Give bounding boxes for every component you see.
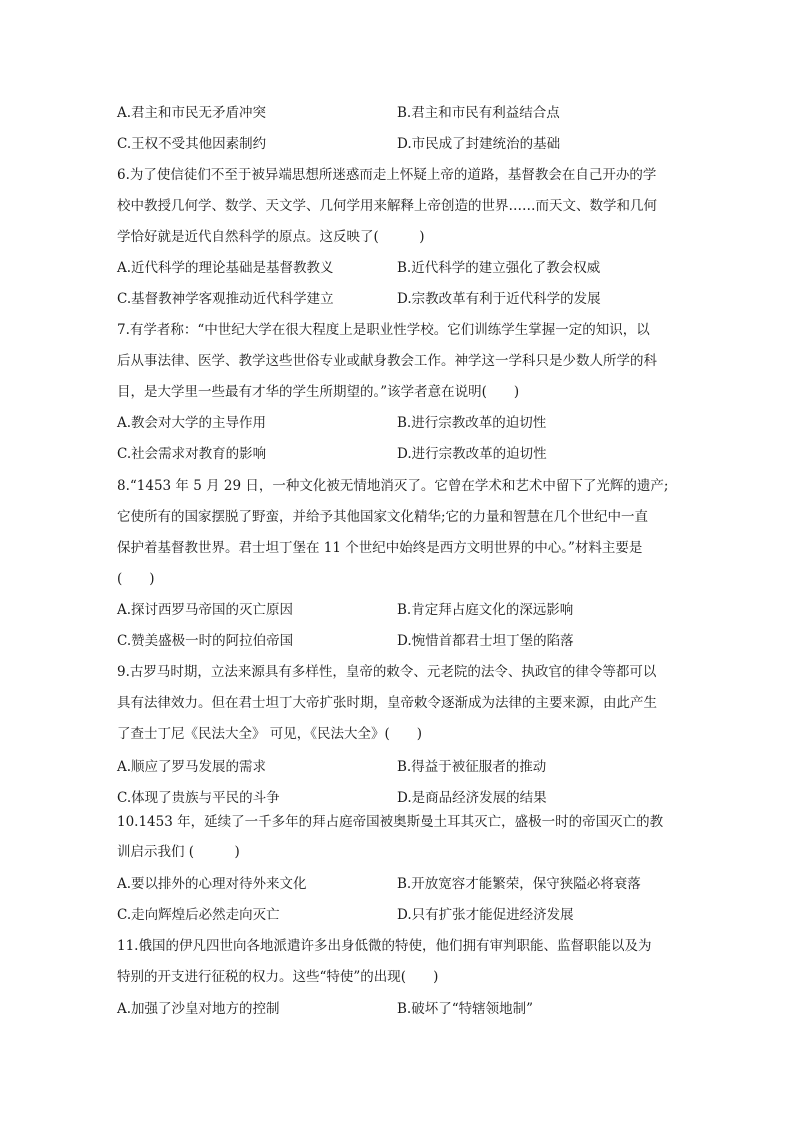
q8-option-a: A.探讨西罗马帝国的灭亡原因 bbox=[117, 602, 294, 618]
q9-stem-line-3: 了查士丁尼《民法大全》 可见，《民法大全》( ) bbox=[117, 726, 423, 742]
q7-option-a: A.教会对大学的主导作用 bbox=[117, 415, 267, 431]
q6-option-d: D.宗教改革有利于近代科学的发展 bbox=[397, 291, 601, 307]
q9-option-d: D.是商品经济发展的结果 bbox=[397, 790, 547, 806]
q6-option-a: A.近代科学的理论基础是基督教教义 bbox=[117, 260, 334, 276]
q9-option-a: A.顺应了罗马发展的需求 bbox=[117, 759, 267, 775]
q10-stem-line-2: 训启示我们 ( ) bbox=[117, 844, 240, 860]
q8-stem-line-4: ( ) bbox=[117, 571, 155, 587]
q6-stem-line-2: 校中教授几何学、数学、天文学、几何学用来解释上帝创造的世界……而天文、数学和几何 bbox=[117, 198, 657, 214]
q11-stem-line-2: 特别的开支进行征税的权力。这些“特使”的出现( ) bbox=[117, 969, 439, 985]
q6-option-b: B.近代科学的建立强化了教会权威 bbox=[397, 260, 601, 276]
q8-option-b: B.肯定拜占庭文化的深远影响 bbox=[397, 602, 574, 618]
q8-stem-line-3: 保护着基督教世界。君士坦丁堡在 11 个世纪中始终是西方文明世界的中心。”材料主要是 bbox=[117, 540, 643, 556]
q10-option-b: B.开放宽容才能繁荣，保守狭隘必将衰落 bbox=[397, 876, 641, 892]
q5-option-a: A.君主和市民无矛盾冲突 bbox=[117, 105, 267, 121]
q8-stem-line-2: 它使所有的国家摆脱了野蛮，并给予其他国家文化精华;它的力量和智慧在几个世纪中一直 bbox=[117, 509, 649, 525]
q6-option-c: C.基督教神学客观推动近代科学建立 bbox=[117, 291, 334, 307]
q7-option-c: C.社会需求对教育的影响 bbox=[117, 446, 267, 462]
q9-stem-line-1: 9.古罗马时期，立法来源具有多样性，皇帝的敕令、元老院的法令、执政官的律令等都可以 bbox=[117, 664, 657, 680]
q11-stem-line-1: 11.俄国的伊凡四世向各地派遣许多出身低微的特使，他们拥有审判职能、监督职能以及为 bbox=[117, 938, 652, 954]
q5-option-d: D.市民成了封建统治的基础 bbox=[397, 136, 561, 152]
q11-option-a: A.加强了沙皇对地方的控制 bbox=[117, 1001, 280, 1017]
q8-stem-line-1: 8.“1453 年 5 月 29 日，一种文化被无情地消灭了。它曾在学术和艺术中留下了光辉的遗产; bbox=[117, 478, 669, 494]
q6-stem-line-3: 学恰好就是近代自然科学的原点。这反映了( ) bbox=[117, 229, 425, 245]
q8-option-d: D.惋惜首都君士坦丁堡的陷落 bbox=[397, 633, 574, 649]
q7-option-d: D.进行宗教改革的迫切性 bbox=[397, 446, 547, 462]
q7-stem-line-2: 后从事法律、医学、教学这些世俗专业或献身教会工作。神学这一学科只是少数人所学的科 bbox=[117, 353, 657, 369]
q5-option-b: B.君主和市民有利益结合点 bbox=[397, 105, 560, 121]
q7-option-b: B.进行宗教改革的迫切性 bbox=[397, 415, 547, 431]
q6-stem-line-1: 6.为了使信徒们不至于被异端思想所迷惑而走上怀疑上帝的道路，基督教会在自己开办的学 bbox=[117, 167, 657, 183]
q10-option-a: A.要以排外的心理对待外来文化 bbox=[117, 876, 307, 892]
q10-stem-line-1: 10.1453 年，延续了一千多年的拜占庭帝国被奥斯曼土耳其灭亡，盛极一时的帝国灭亡的教 bbox=[117, 814, 664, 830]
q5-option-c: C.王权不受其他因素制约 bbox=[117, 136, 267, 152]
q7-stem-line-3: 目，是大学里一些最有才华的学生所期望的。”该学者意在说明( ) bbox=[117, 384, 520, 400]
q9-option-b: B.得益于被征服者的推动 bbox=[397, 759, 547, 775]
q7-stem-line-1: 7.有学者称：“中世纪大学在很大程度上是职业性学校。它们训练学生掌握一定的知识，以 bbox=[117, 322, 650, 338]
q9-option-c: C.体现了贵族与平民的斗争 bbox=[117, 790, 280, 806]
q9-stem-line-2: 具有法律效力。但在君士坦丁大帝扩张时期，皇帝敕令逐渐成为法律的主要来源，由此产生 bbox=[117, 695, 657, 711]
q8-option-c: C.赞美盛极一时的阿拉伯帝国 bbox=[117, 633, 294, 649]
q11-option-b: B.破坏了“特辖领地制” bbox=[397, 1001, 534, 1017]
q10-option-d: D.只有扩张才能促进经济发展 bbox=[397, 907, 574, 923]
q10-option-c: C.走向辉煌后必然走向灭亡 bbox=[117, 907, 280, 923]
